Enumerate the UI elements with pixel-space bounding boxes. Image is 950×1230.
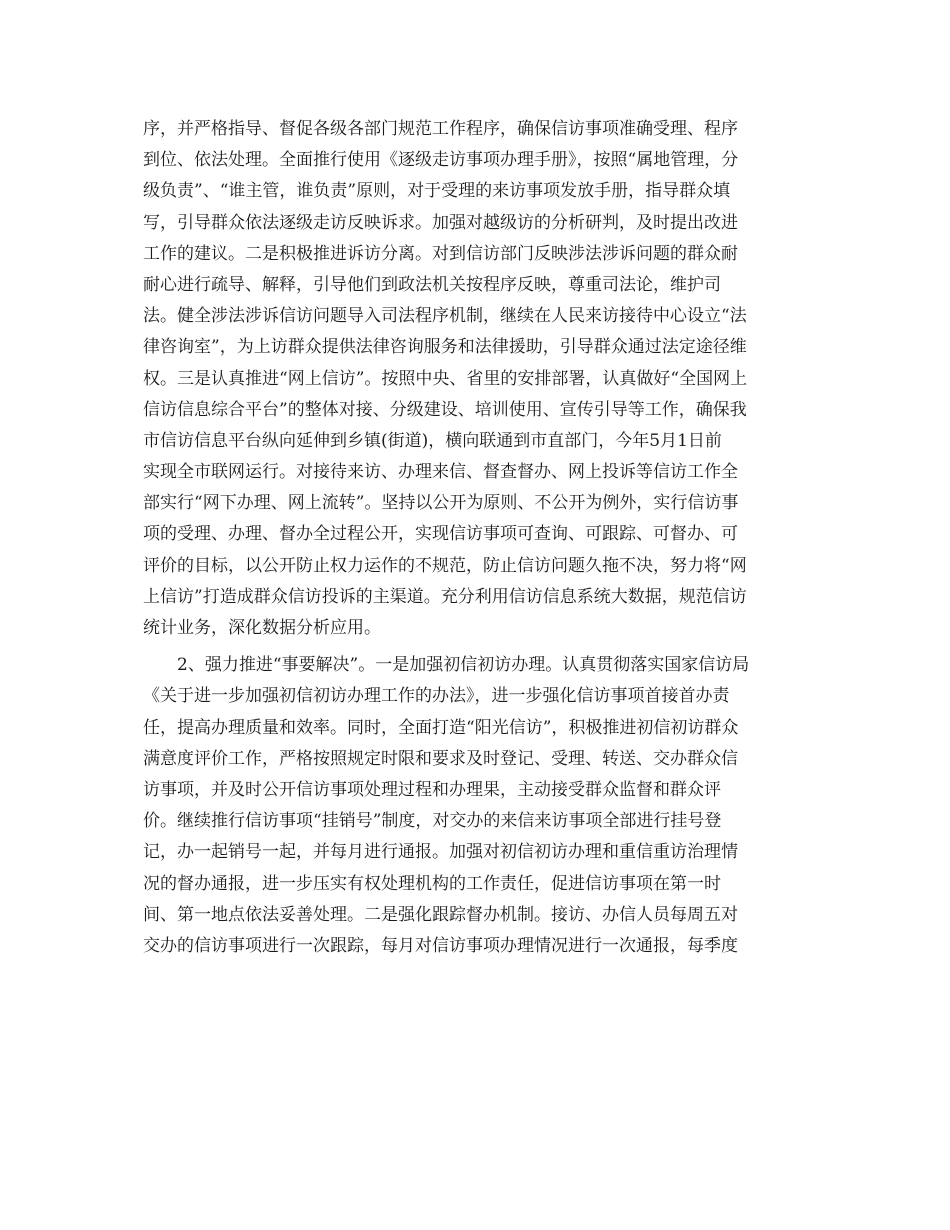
text-line: 写，引导群众依法逐级走访反映诉求。加强对越级访的分析研判，及时提出改进	[143, 212, 738, 233]
text-line: 法。健全涉法涉诉信访问题导入司法程序机制，继续在人民来访接待中心设立“法	[143, 306, 747, 327]
text-line: 交办的信访事项进行一次跟踪，每月对信访事项办理情况进行一次通报，每季度	[143, 935, 738, 956]
text-line: 序，并严格指导、督促各级各部门规范工作程序，确保信访事项准确受理、程序	[143, 119, 738, 139]
text-line: 任，提高办理质量和效率。同时，全面打造“阳光信访”，积极推进初信初访群众	[143, 717, 739, 738]
text-line: 2、强力推进“事要解决”。一是加强初信初访办理。认真贯彻落实国家信访局	[143, 655, 750, 676]
text-line: 部实行“网下办理、网上流转”。坚持以公开为原则、不公开为例外，实行信访事	[143, 493, 739, 514]
text-line: 《关于进一步加强初信初访办理工作的办法》，进一步强化信访事项首接首办责	[143, 686, 730, 707]
text-line: 间、第一地点依法妥善处理。二是强化跟踪督办机制。接访、办信人员每周五对	[143, 904, 738, 925]
text-line: 到位、依法处理。全面推行使用《逐级走访事项办理手册》，按照“属地管理，分	[143, 150, 739, 171]
text-line: 级负责”、“谁主管，谁负责”原则，对于受理的来访事项发放手册，指导群众填	[143, 181, 731, 202]
paragraph-2	[143, 650, 808, 962]
text-line: 访事项，并及时公开信访事项处理过程和办理果，主动接受群众监督和群众评	[143, 779, 721, 800]
document-body	[143, 114, 808, 962]
text-line: 信访信息综合平台”的整体对接、分级建设、培训使用、宣传引导等工作，确保我	[143, 399, 747, 420]
text-line: 工作的建议。二是积极推进诉访分离。对到信访部门反映涉法涉诉问题的群众耐	[143, 243, 738, 264]
text-line: 权。三是认真推进“网上信访”。按照中央、省里的安排部署，认真做好“全国网上	[143, 368, 748, 389]
text-line: 价。继续推行信访事项“挂销号”制度，对交办的来信来访事项全部进行挂号登	[143, 811, 722, 832]
text-line: 项的受理、办理、督办全过程公开，实现信访事项可查询、可跟踪、可督办、可	[143, 524, 738, 545]
text-line: 上信访”打造成群众信访投诉的主渠道。充分利用信访信息系统大数据，规范信访	[143, 586, 747, 607]
text-line: 律咨询室”，为上访群众提供法律咨询服务和法律援助，引导群众通过法定途径维	[143, 337, 747, 358]
text-line: 况的督办通报，进一步压实有权处理机构的工作责任，促进信访事项在第一时	[143, 873, 721, 894]
paragraph-1	[143, 114, 808, 644]
text-line: 统计业务，深化数据分析应用。	[143, 618, 381, 638]
text-line: 记，办一起销号一起，并每月进行通报。加强对初信初访办理和重信重访治理情	[143, 842, 738, 863]
text-line: 市信访信息平台纵向延伸到乡镇(街道)，横向联通到市直部门，今年5月1日前	[143, 430, 722, 451]
text-line: 耐心进行疏导、解释，引导他们到政法机关按程序反映，尊重司法论，维护司	[143, 274, 721, 295]
text-line: 评价的目标，以公开防止权力运作的不规范，防止信访问题久拖不决，努力将“网	[143, 555, 747, 576]
text-line: 满意度评价工作，严格按照规定时限和要求及时登记、受理、转送、交办群众信	[143, 748, 738, 769]
text-line: 实现全市联网运行。对接待来访、办理来信、督查督办、网上投诉等信访工作全	[143, 462, 738, 483]
